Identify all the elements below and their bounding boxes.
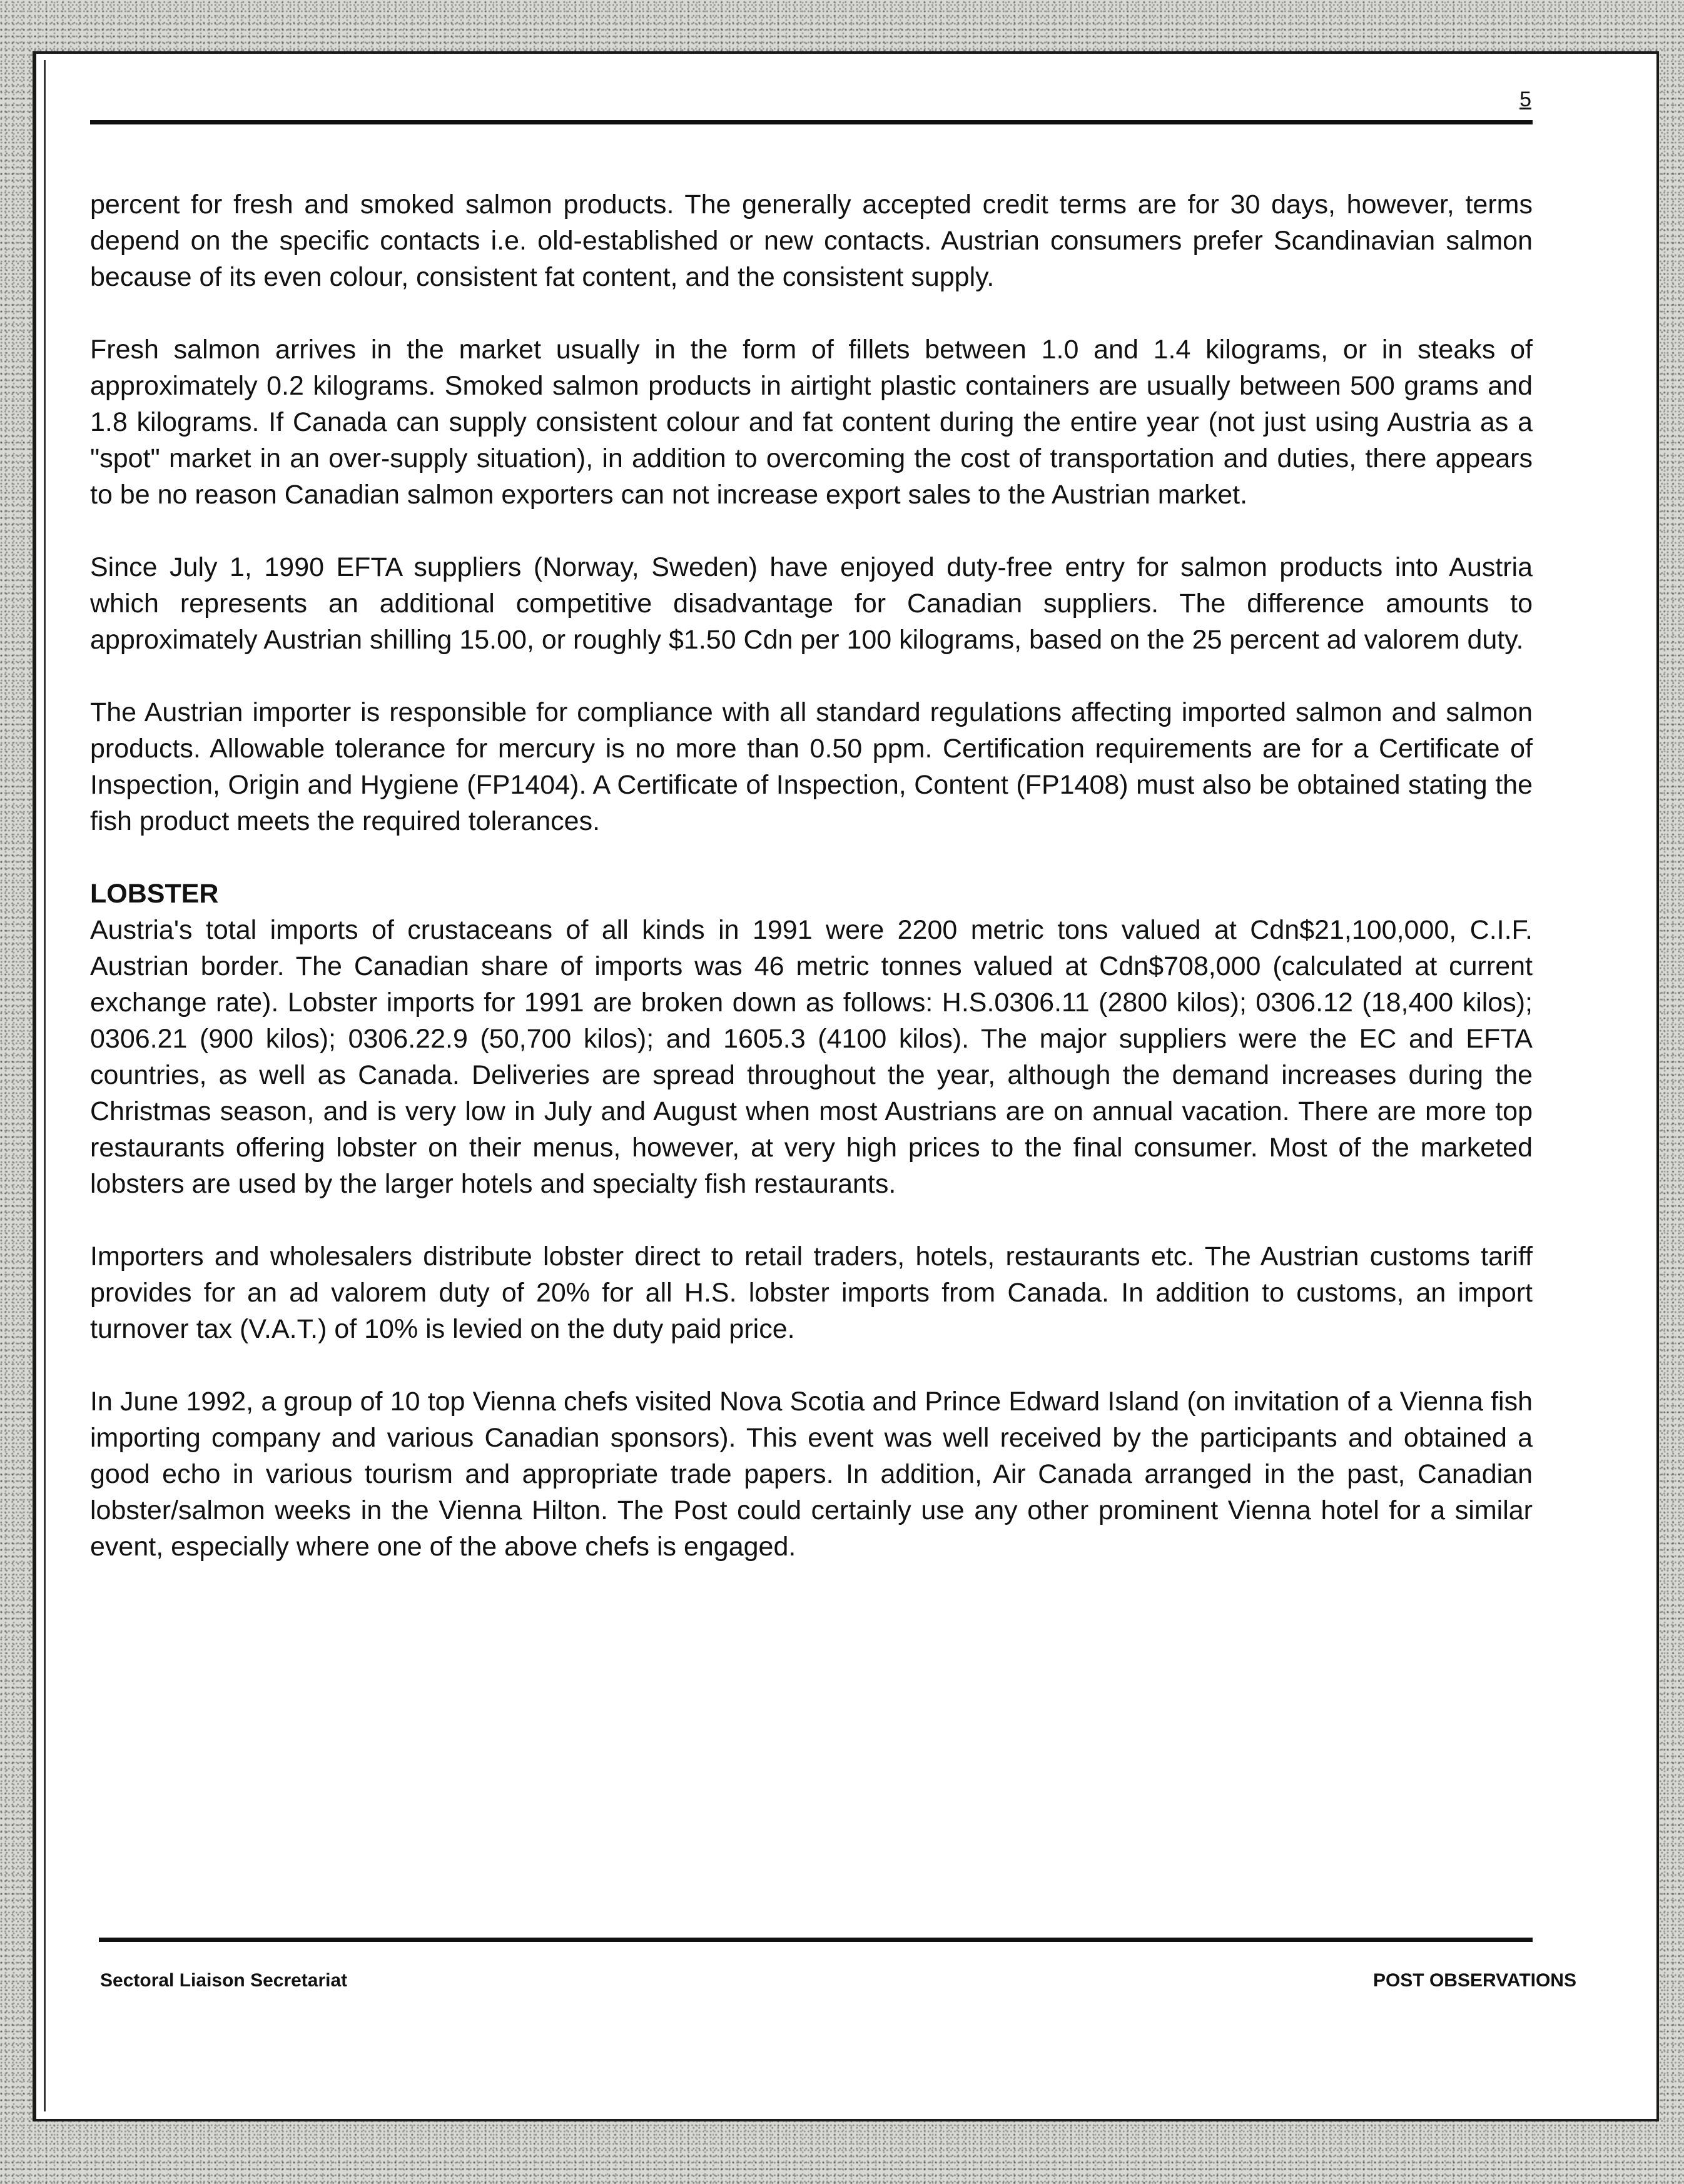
section-heading-lobster: LOBSTER — [90, 879, 219, 909]
paragraph-regulations: The Austrian importer is responsible for compliance with all standard regulations affecting imported salmon and salmon products. Allowable tolerance for mercury is no more than 0.50 ppm. Certification requirements are for a Certificate of Inspection, Origin and Hygiene (FP1404). A Certificate of Inspection, Content (FP1408) must also be obtained stating the fish product meets the required tolerances. — [90, 697, 1533, 836]
paragraph-vienna-chefs: In June 1992, a group of 10 top Vienna chefs visited Nova Scotia and Prince Edward Island (on invitation of a Vienna fish importing company and various Canadian sponsors). This event was well received by the participants and obtained a good echo in various tourism and appropriate trade papers. In addition, Air Canada arranged in the past, Canadian lobster/salmon weeks in the Vienna Hilton. The Post could certainly use any other prominent Vienna hotel for a similar event, especially where one of the above chefs is engaged. — [90, 1387, 1533, 1562]
footer-section-title: POST OBSERVATIONS — [1372, 1970, 1576, 1991]
paragraph-efta-duty: Since July 1, 1990 EFTA suppliers (Norway, Sweden) have enjoyed duty-free entry for salmon products into Austria which represents an additional competitive disadvantage for Canadian suppliers. The difference amounts to approximately Austrian shilling 15.00, or roughly $1.50 Cdn per 100 kilograms, based on the 25 percent ad valorem duty. — [90, 552, 1533, 655]
binding-line — [44, 60, 46, 2111]
paragraph-lobster-distribution: Importers and wholesalers distribute lobster direct to retail traders, hotels, restaurants etc. The Austrian customs tariff provides for an ad valorem duty of 20% for all H.S. lobster imports from Canada. In addition to customs, an import turnover tax (V.A.T.) of 10% is levied on the duty paid price. — [90, 1241, 1533, 1344]
document-body — [90, 186, 1533, 1601]
footer-rule — [99, 1938, 1533, 1942]
page-number: 5 — [1519, 88, 1531, 111]
header-rule — [90, 120, 1533, 124]
paragraph-lobster-imports: Austria's total imports of crustaceans of all kinds in 1991 were 2200 metric tons valued at Cdn$21,100,000, C.I.F. Austrian border. The Canadian share of imports was 46 metric tonnes valued at Cdn$708,000 (calculated at current exchange rate). Lobster imports for 1991 are broken down as follows: H.S.0306.11 (2800 kilos); 0306.12 (18,400 kilos); 0306.21 (900 kilos); 0306.22.9 (50,700 kilos); and 1605.3 (4100 kilos). The major suppliers were the EC and EFTA countries, as well as Canada. Deliveries are spread throughout the year, although the demand increases during the Christmas season, and is very low in July and August when most Austrians are on annual vacation. There are more top restaurants offering lobster on their menus, however, at very high prices to the final consumer. Most of the marketed lobsters are used by the larger hotels and specialty fish restaurants. — [90, 915, 1533, 1199]
footer-organization: Sectoral Liaison Secretariat — [100, 1970, 348, 1991]
paragraph-salmon-credit-terms: percent for fresh and smoked salmon products. The generally accepted credit terms are for 30 days, however, terms depend on the specific contacts i.e. old-established or new contacts. Austrian consumers prefer Scandinavian salmon because of its even colour, consistent fat content, and the consistent supply. — [90, 190, 1533, 292]
paragraph-salmon-forms: Fresh salmon arrives in the market usually in the form of fillets between 1.0 and 1.4 kilograms, or in steaks of approximately 0.2 kilograms. Smoked salmon products in airtight plastic containers are usually between 500 grams and 1.8 kilograms. If Canada can supply consistent colour and fat content during the entire year (not just using Austria as a "spot" market in an over-supply situation), in addition to overcoming the cost of transportation and duties, there appears to be no reason Canadian salmon exporters can not increase export sales to the Austrian market. — [90, 335, 1533, 510]
